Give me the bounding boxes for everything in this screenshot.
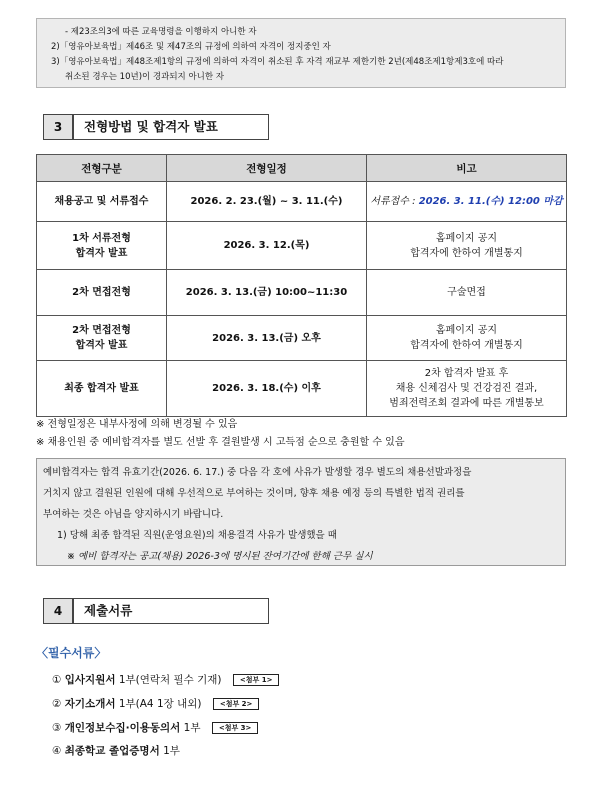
note-cell (367, 182, 567, 222)
stage-cell: 2차 면접전형 (37, 270, 167, 316)
table-row (37, 182, 567, 222)
table-row (37, 222, 567, 270)
list-item (52, 672, 279, 688)
date-cell: 2026. 3. 13.(금) 10:00~11:30 (167, 270, 367, 316)
item-detail: 1부(연락처 필수 기재) (118, 674, 222, 686)
stage-line: 1차 서류전형 (72, 232, 131, 244)
item-title: 최종학교 졸업증명서 (64, 745, 160, 757)
stage-line: 합격자 발표 (75, 247, 128, 259)
schedule-table (36, 154, 567, 417)
stage-line: 합격자 발표 (75, 340, 128, 351)
list-item (52, 720, 258, 736)
item-title: 자기소개서 (64, 698, 116, 710)
list-item (52, 696, 259, 712)
note-line: 범죄전력조회 결과에 따른 개별통보 (389, 398, 544, 409)
reserve-line: 1) 당해 최종 합격된 직원(운영요원)의 채용결격 사유가 발생했을 때 (57, 530, 337, 541)
required-documents-heading: 〈필수서류〉 (36, 646, 107, 660)
reserve-line: ※ 예비 합격자는 공고(채용) 2026-3에 명시된 잔여기간에 한해 근무 실시 (67, 551, 373, 562)
date-cell: 2026. 2. 23.(월) ~ 3. 11.(수) (167, 182, 367, 222)
column-header: 전형구분 (37, 155, 167, 182)
note-line: 합격자에 한하여 개별통지 (410, 340, 523, 351)
stage-cell (37, 316, 167, 361)
deadline-highlight: 2026. 3. 11.(수) 12:00 마감 (418, 196, 563, 207)
note-line: 3)「영유아보육법」제48조제1항의 규정에 의하여 자격이 취소된 후 자격 재교부 제한기한 2년(제48조제1항제3호에 따라 (51, 57, 504, 67)
attachment-tag: <첨부 3> (212, 722, 259, 734)
item-detail: 1부 (183, 722, 201, 734)
section-number: 3 (43, 114, 73, 140)
disqualification-notes-box (36, 18, 566, 88)
reserve-line: 거치지 않고 결원된 인원에 대해 우선적으로 부여하는 것이며, 향후 채용 예정 등의 특별한 법적 권리를 (43, 488, 465, 499)
section-number: 4 (43, 598, 73, 624)
stage-cell (37, 222, 167, 270)
stage-cell: 채용공고 및 서류접수 (37, 182, 167, 222)
table-row (37, 316, 567, 361)
column-header: 비고 (367, 155, 567, 182)
note-cell (367, 361, 567, 417)
date-cell: 2026. 3. 12.(목) (167, 222, 367, 270)
section-title: 제출서류 (73, 598, 269, 624)
table-row (37, 270, 567, 316)
attachment-tag: <첨부 2> (213, 698, 260, 710)
attachment-tag: <첨부 1> (233, 674, 280, 686)
note-line: 합격자에 한하여 개별통지 (410, 247, 523, 259)
reserve-candidate-box (36, 458, 566, 566)
note-cell (367, 222, 567, 270)
note-line: 홈페이지 공지 (435, 325, 498, 336)
list-item (52, 743, 180, 759)
note-cell: 구술면접 (367, 270, 567, 316)
note-line: - 제23조의3에 따른 교육명령을 이행하지 아니한 자 (65, 27, 257, 37)
item-number: ① (52, 674, 62, 686)
note-line: 2차 합격자 발표 후 (424, 368, 509, 379)
reserve-note: ※ 채용인원 중 예비합격자를 별도 선발 후 결원발생 시 고득점 순으로 충원할 수 있음 (36, 437, 405, 448)
schedule-note: ※ 전형일정은 내부사정에 의해 변경될 수 있음 (36, 419, 238, 430)
item-title: 개인정보수집·이용동의서 (64, 722, 181, 734)
note-line: 홈페이지 공지 (435, 232, 498, 244)
stage-line: 2차 면접전형 (72, 325, 131, 336)
note-prefix: 서류접수 : (370, 196, 419, 207)
item-title: 입사지원서 (64, 674, 116, 686)
note-cell (367, 316, 567, 361)
item-number: ④ (52, 745, 62, 757)
note-line: 취소된 경우는 10년)이 경과되지 아니한 자 (65, 72, 225, 82)
date-cell: 2026. 3. 18.(수) 이후 (167, 361, 367, 417)
section-title: 전형방법 및 합격자 발표 (73, 114, 269, 140)
reserve-line: 예비합격자는 합격 유효기간(2026. 6. 17.) 중 다음 각 호에 사유가 발생할 경우 별도의 채용선발과정을 (43, 467, 472, 478)
table-row (37, 361, 567, 417)
note-line: 2)「영유아보육법」제46조 및 제47조의 규정에 의하여 자격이 정지중인 자 (51, 42, 331, 52)
item-detail: 1부(A4 1장 내외) (118, 698, 202, 710)
note-line: 채용 신체검사 및 건강검진 결과, (395, 383, 538, 394)
reserve-line: 부여하는 것은 아님을 양지하시기 바랍니다. (43, 509, 224, 520)
date-cell: 2026. 3. 13.(금) 오후 (167, 316, 367, 361)
item-number: ③ (52, 722, 62, 734)
column-header: 전형일정 (167, 155, 367, 182)
stage-cell: 최종 합격자 발표 (37, 361, 167, 417)
item-detail: 1부 (163, 745, 180, 757)
item-number: ② (52, 698, 62, 710)
